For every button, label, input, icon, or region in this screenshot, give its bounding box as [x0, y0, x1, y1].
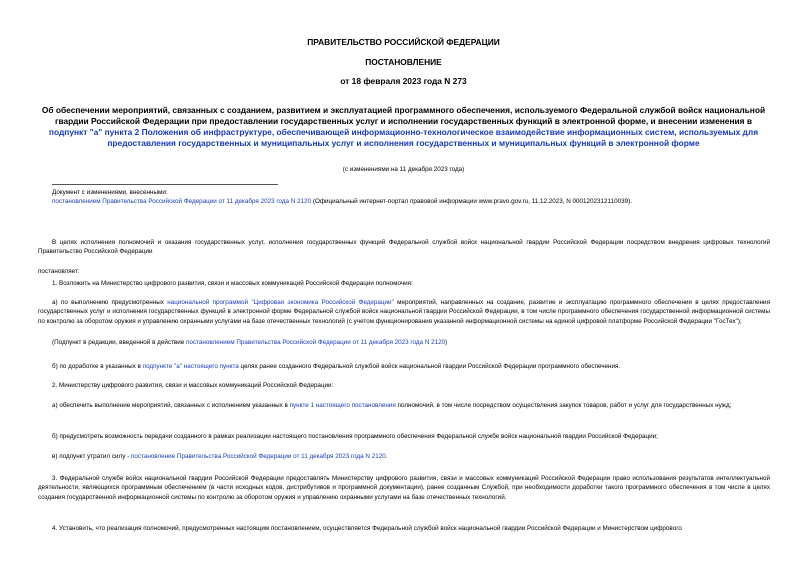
subparagraph-2a-text-end: полномочий, в том числе посредством осуществления закупок товаров, работ и услуг для государственных нужд; — [395, 402, 732, 409]
amendment-source: (Официальный интернет-портал правовой информации www.pravo.gov.ru, 11.12.2023, N 0001202312110039). — [311, 198, 632, 205]
repeal-link[interactable]: постановление Правительства Российской Федерации от 11 декабря 2023 года N 2120 — [130, 453, 386, 460]
revision-note: (с изменениями на 11 декабря 2023 года) — [342, 166, 465, 173]
amendments-label: Документ с изменениями, внесенными: — [52, 189, 168, 196]
intro-paragraph: В целях исполнения полномочий и оказания государственных услуг, исполнения государственных функций Федеральной службой войск национальной гвардии Российской Федерации посредством внедрения цифровых технологий Правительство Российской Федерации — [38, 239, 770, 256]
title-link[interactable]: подпункт "а" пункта 2 Положения об инфраструктуре, обеспечивающей информационно-технологическое взаимодействие информационных систем, используемых для предоставления государственных и муниципальных услуг и исполнения государственных и муниципальных функций в электронной форме — [48, 127, 759, 148]
subparagraph-1b — [38, 362, 770, 371]
subparagraph-2c-text-end: . — [385, 453, 388, 460]
subparagraph-2b: б) предусмотреть возможность передачи созданного в рамках реализации настоящего постановления программного обеспечения Федеральной службе войск национальной гвардии Российской Федерации; — [52, 433, 658, 440]
note-link[interactable]: постановлением Правительства Российской Федерации от 11 декабря 2023 года N 2120 — [186, 339, 446, 346]
paragraph-3: 3. Федеральной службе войск национальной гвардии Российской Федерации предоставлять Министерству цифрового развития, связи и массовых коммуникаций Российской Федерации право использования результатов интеллектуальной деятельности, являющихся программным обеспечением (в части исходных кодов, дистрибутивов и программной документации), ранее созданным Службой, при необходимости доработки такого программного обеспечения в том числе в целях создания государственной информационной системы по контролю за оборотом оружия и управлению охранными услугами на базе отечественных технологий. — [38, 475, 770, 501]
subparagraph-1a — [38, 298, 770, 326]
title-text: Об обеспечении мероприятий, связанных с созданием, развитием и эксплуатацией программного обеспечения, используемого Федеральной службой войск национальной гвардии Российской Федерации при предоставлении государственных услуг и исполнении государственных функций в электронной форме, и внесении изменения в — [41, 105, 766, 126]
subparagraph-2a — [38, 401, 770, 410]
subparagraph-1b-text-end: целях ранее созданного Федеральной службой войск национальной гвардии Российской Федерации программного обеспечения. — [238, 363, 621, 370]
subparagraph-2c — [38, 452, 770, 461]
national-program-link[interactable]: национальной программой "Цифровая экономика Российской Федерации" — [167, 299, 394, 306]
paragraph-4: 4. Установить, что реализация полномочий, предусмотренных настоящим постановлением, осуществляется Федеральной службой войск национальной гвардии Российской Федерации и Министерством цифрового — [52, 525, 682, 532]
doc-type-heading: ПОСТАНОВЛЕНИЕ — [365, 57, 442, 67]
subparagraph-1a-text: а) по выполнению предусмотренных — [52, 299, 168, 306]
note-text: (Подпункт в редакции, введенной в действие — [52, 339, 187, 346]
subparagraph-2a-text: а) обеспечить выполнение мероприятий, связанных с исполнением указанных в — [52, 402, 290, 409]
subparagraph-a-link[interactable]: подпункте "а" настоящего пункта — [142, 363, 239, 370]
divider — [52, 184, 278, 185]
note-text-end: ) — [445, 339, 448, 346]
paragraph-2: 2. Министерству цифрового развития, связи и массовых коммуникаций Российской Федерации: — [52, 382, 334, 389]
subparagraph-2c-text: в) подпункт утратил силу - — [52, 453, 131, 460]
paragraph-1: 1. Возложить на Министерство цифрового развития, связи и массовых коммуникаций Российской Федерации полномочия: — [52, 280, 413, 287]
amendments-line — [52, 197, 632, 206]
decree-word: постановляет: — [38, 268, 80, 275]
subparagraph-1b-text: б) по доработке в указанных в — [52, 363, 143, 370]
subparagraph-1a-text-end: мероприятий, направленных на создание, развитие и эксплуатацию программного обеспечения в целях предоставления государственных услуг и исполнения государственных функций в электронной форме Федеральной службой войск национальной гвардии Российской Федерации, в том числе программного обеспечения государственной информационной системы по контролю за оборотом оружия и управлению охранными услугами на базе отечественных технологий (с учетом функционирования указанной информационной системы на единой цифровой платформе Российской Федерации "ГосТех"); — [38, 299, 770, 325]
government-heading: ПРАВИТЕЛЬСТВО РОССИЙСКОЙ ФЕДЕРАЦИИ — [307, 37, 500, 47]
date-number-heading: от 18 февраля 2023 года N 273 — [340, 76, 467, 86]
document-title — [40, 105, 767, 149]
paragraph-1-link[interactable]: пункте 1 настоящего постановления — [289, 402, 396, 409]
subparagraph-1a-note — [38, 338, 770, 347]
amendment-link[interactable]: постановлением Правительства Российской Федерации от 11 декабря 2023 года N 2120 — [52, 198, 312, 205]
